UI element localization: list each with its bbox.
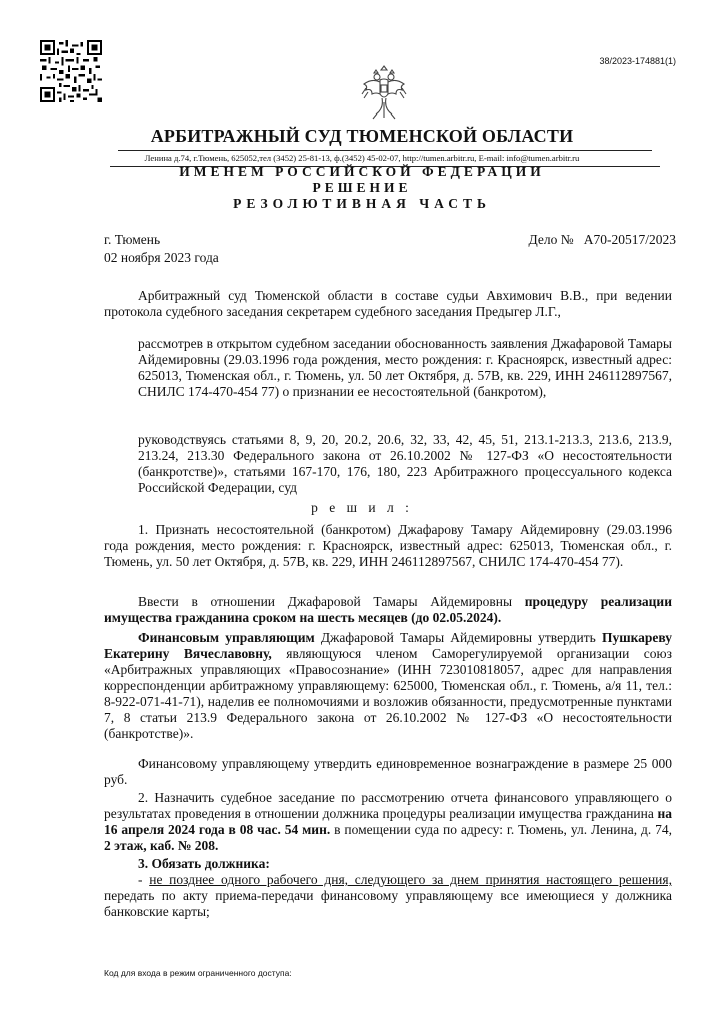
resolution-item-1: 1. Признать несостоятельной (банкротом) Джафарову Тамару Айдемировну (29.03.1996 года рождения, место рождения: г. Красноярск, известный адрес: 625013, Тюменская обл., г. Тюмень, ул. 50 лет Октября, д. 57В, кв. 229, ИНН 246112897567, СНИЛС 174-470-454 77). xyxy=(104,522,672,569)
hearing-datetime: на 16 апреля 2024 года в 08 час. 54 мин. xyxy=(104,806,672,837)
manager-name: Пушкареву Екатерину Вячеславовну, xyxy=(104,630,672,661)
resolution-item-2 xyxy=(104,790,672,854)
decision-date: 02 ноября 2023 года xyxy=(104,250,219,265)
coat-of-arms-icon xyxy=(358,62,410,124)
resolution-manager xyxy=(104,630,672,742)
hearing-address: в помещении суда по адресу: г. Тюмень, ул. Ленина, д. 74, xyxy=(330,822,672,837)
court-name: АРБИТРАЖНЫЙ СУД ТЮМЕНСКОЙ ОБЛАСТИ xyxy=(150,126,574,146)
manager-text: Джафаровой Тамары Айдемировны утвердить xyxy=(314,630,602,645)
city: г. Тюмень xyxy=(104,232,161,247)
hearing-text: 2. Назначить судебное заседание по рассмотрению отчета финансового управляющего о результатах проведения в отношении должника процедуры реализации имущества гражданина xyxy=(104,790,672,821)
case-number xyxy=(529,232,676,248)
heading-federation: ИМЕНЕМ РОССИЙСКОЙ ФЕДЕРАЦИИ xyxy=(179,164,545,179)
resolution-procedure xyxy=(104,594,672,626)
procedure-text: Ввести в отношении Джафаровой Тамары Айдемировны xyxy=(138,594,525,609)
hearing-room: 2 этаж, каб. № 208. xyxy=(104,838,219,853)
case-id: А70-20517/2023 xyxy=(583,232,676,247)
heading-decision: РЕШЕНИЕ xyxy=(312,180,412,195)
obligation-dash: - xyxy=(138,872,150,887)
obligation-text: передать по акту приема-передачи финансовому управляющему все имеющиеся у должника банковские карты; xyxy=(104,888,672,919)
paragraph-composition: Арбитражный суд Тюменской области в составе судьи Авхимович В.В., при ведении протокола судебного заседания секретарем судебного заседания Предыгер Л.Г., xyxy=(104,288,672,319)
header-divider xyxy=(118,150,652,151)
manager-details: являющуюся членом Саморегулируемой организации союз «Арбитражных управляющих «Правосознание» (ИНН 723010818057, адрес для направления корреспонденции арбитражному управляющему: 625000, Тюменская обл., г. Тюмень, а/я 11, тел.: 8-922-071-41-71), наделив ее полномочиями и возложив обязанности, предусмотренные пунктами 7, 8 статьи 213.9 Федерального закона от 26.10.2002 № 127-ФЗ «О несостоятельности (банкротстве)». xyxy=(104,646,672,741)
manager-label: Финансовым управляющим xyxy=(138,630,315,645)
heading-operative-part: РЕЗОЛЮТИВНАЯ ЧАСТЬ xyxy=(233,196,491,211)
access-code-label: Код для входа в режим ограниченного доступа: xyxy=(104,968,292,978)
court-address: Ленина д.74, г.Тюмень, 625052,тел (3452) 25-81-13, ф.(3452) 45-02-07, http://tumen.arbitr.ru, E-mail: info@tumen.arbitr.ru xyxy=(144,153,580,163)
obligation-item xyxy=(104,872,672,920)
resolution-item-3 xyxy=(104,856,672,872)
case-label: Дело № xyxy=(528,232,574,247)
obligation-deadline: не позднее одного рабочего дня, следующего за днем принятия настоящего решения, xyxy=(149,872,672,887)
obligation-heading: 3. Обязать должника: xyxy=(138,856,270,871)
paragraph-considering: рассмотрев в открытом судебном заседании обоснованность заявления Джафаровой Тамары Айдемировны (29.03.1996 года рождения, место рождения: г. Красноярск, известный адрес: 625013, Тюменская обл., г. Тюмень, ул. 50 лет Октября, д. 57В, кв. 229, ИНН 246112897567, СНИЛС 174-470-454 77) о признании ее несостоятельной (банкротом), xyxy=(138,336,672,399)
procedure-term: процедуру реализации имущества гражданина сроком на шесть месяцев (до 02.05.2024). xyxy=(104,594,672,625)
document-number: 38/2023-174881(1) xyxy=(599,56,676,66)
qr-code xyxy=(40,40,102,102)
paragraph-guided-by: руководствуясь статьями 8, 9, 20, 20.2, 20.6, 32, 33, 42, 45, 51, 213.1-213.3, 213.6, 213.9, 213.24, 213.30 Федерального закона от 26.10.2002 № 127-ФЗ «О несостоятельности (банкротстве)», статьями 167-170, 176, 180, 223 Арбитражного процессуального кодекса Российской Федерации, суд xyxy=(138,432,672,495)
resolution-fee: Финансовому управляющему утвердить единовременное вознаграждение в размере 25 000 руб. xyxy=(104,756,672,787)
resolved-heading: р е ш и л : xyxy=(311,500,413,515)
